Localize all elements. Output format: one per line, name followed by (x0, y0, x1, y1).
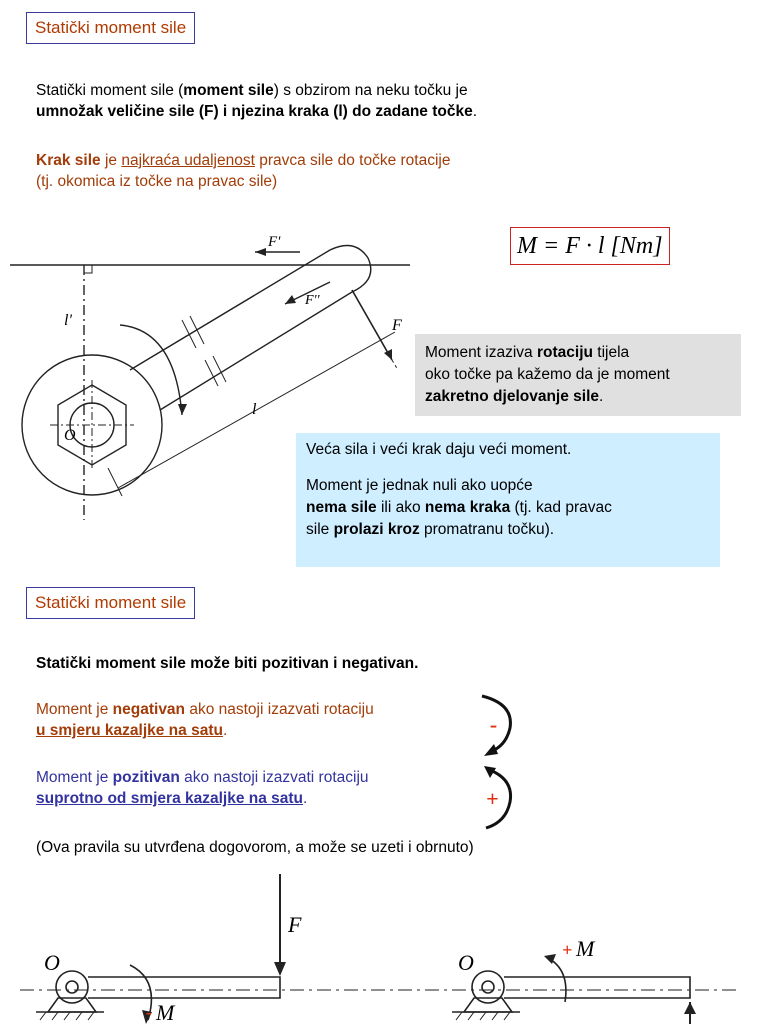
label-O: O (64, 427, 76, 444)
info-text: sile (306, 521, 334, 538)
counterclockwise-arrow-icon (470, 760, 530, 832)
section-title-2 (26, 587, 195, 619)
label-F2: F'' (305, 293, 320, 308)
clockwise-arrow-icon (470, 690, 530, 760)
info-line (306, 497, 710, 519)
right-moment-arc (548, 958, 566, 1002)
label-F1: F' (268, 234, 281, 250)
info-text: promatranu točku). (419, 521, 555, 538)
rule-text: Moment je (36, 701, 113, 718)
section-title-text: Statički moment sile (35, 593, 187, 612)
krak-term: Krak sile (36, 152, 101, 169)
sign-heading: Statički moment sile može biti pozitivan i negativan. (36, 655, 419, 672)
force-arrow-F (352, 290, 392, 360)
convention-note: (Ova pravila su utvrđena dogovorom, a može se uzeti i obrnuto) (36, 839, 474, 856)
note-term: rotaciju (536, 344, 593, 361)
rule-text: Moment je (36, 769, 113, 786)
krak-text: pravca sile do točke rotacije (254, 152, 451, 169)
left-label-O: O (44, 950, 60, 975)
negative-rule (36, 699, 476, 741)
info-text: (tj. kad pravac (510, 499, 612, 516)
left-beam (88, 977, 280, 998)
right-angle-marker (84, 265, 92, 273)
krak-emphasis: najkraća udaljenost (121, 152, 255, 169)
wrench-handle (130, 246, 371, 411)
left-moment-sign: - (146, 1002, 152, 1022)
rule-direction: suprotno od smjera kazaljke na satu (36, 790, 304, 807)
positive-rule (36, 767, 476, 809)
info-term: nema sile (306, 499, 377, 516)
info-line (306, 519, 710, 541)
left-label-M: M (156, 1000, 175, 1024)
label-F: F (392, 317, 402, 334)
intro-text: Statički moment sile ( (36, 82, 184, 99)
label-l1: l' (64, 312, 72, 329)
note-term: zakretno djelovanje sile (425, 388, 600, 405)
section-title-text: Statički moment sile (35, 18, 187, 37)
intro-text: ) s obzirom na neku točku je (273, 82, 468, 99)
intro-paragraph (36, 80, 736, 122)
rule-text: . (222, 722, 228, 739)
right-support (464, 998, 512, 1012)
rule-term: negativan (112, 701, 186, 718)
right-beam (504, 977, 690, 998)
left-label-F: F (288, 912, 302, 937)
info-line: Moment je jednak nuli ako uopće (306, 477, 533, 494)
plus-sign: + (486, 786, 499, 811)
intro-term: moment sile (183, 82, 274, 99)
intro-definition: umnožak veličine sile (F) i njezina kraka (l) do zadane točke (36, 103, 473, 120)
krak-paragraph (36, 150, 736, 192)
info-text: ili ako (376, 499, 425, 516)
krak-text: je (100, 152, 122, 169)
moment-formula: M = F · l [Nm] (510, 227, 670, 265)
rule-text: ako nastoji izazvati rotaciju (179, 769, 369, 786)
right-moment-sign: + (562, 940, 573, 960)
note-text: tijela (592, 344, 630, 361)
rule-term: pozitivan (112, 769, 180, 786)
left-support (48, 998, 96, 1012)
rotation-note-box (415, 334, 741, 416)
note-text: . (599, 388, 604, 405)
right-label-O: O (458, 950, 474, 975)
moment-info-box (296, 433, 720, 567)
info-line: Veća sila i veći krak daju veći moment. (306, 441, 572, 458)
label-l: l (252, 401, 257, 418)
note-text: Moment izaziva (425, 344, 537, 361)
rule-text: ako nastoji izazvati rotaciju (185, 701, 374, 718)
section-title (26, 12, 195, 44)
rule-direction: u smjeru kazaljke na satu (36, 722, 223, 739)
right-label-M: M (576, 936, 595, 961)
minus-sign: - (490, 712, 498, 737)
rule-text: . (303, 790, 308, 807)
info-term: nema kraka (424, 499, 511, 516)
info-term: prolazi kroz (333, 521, 420, 538)
intro-text: . (472, 103, 478, 120)
beam-figures (0, 870, 768, 1024)
note-text: oko točke pa kažemo da je moment (425, 366, 670, 383)
krak-text: (tj. okomica iz točke na pravac sile) (36, 173, 278, 190)
